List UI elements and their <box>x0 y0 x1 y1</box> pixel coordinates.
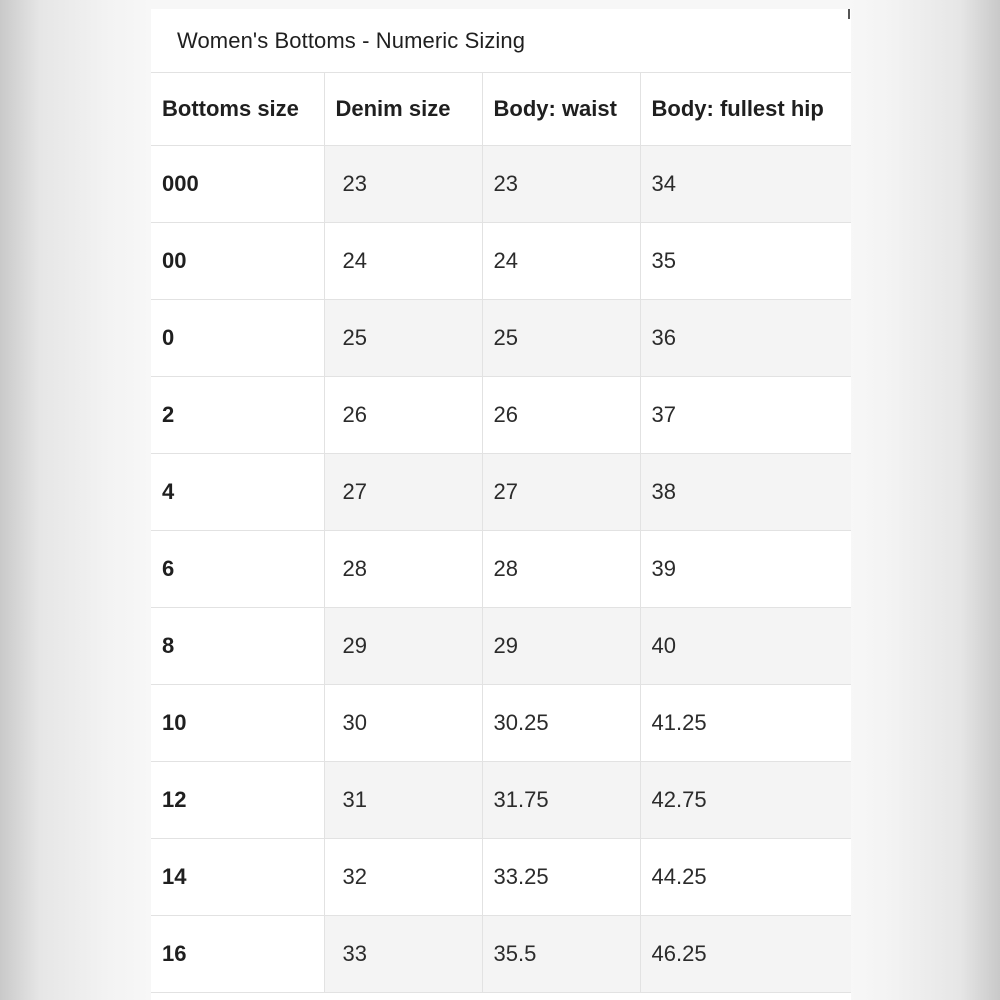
bottoms-size-cell: 10 <box>151 685 324 762</box>
size-chart-sheet <box>151 9 851 1000</box>
denim-size-cell: 27 <box>324 454 482 531</box>
table-header <box>151 73 851 146</box>
table-body <box>151 146 851 993</box>
bottoms-size-cell: 00 <box>151 223 324 300</box>
body-fullest-hip-cell: 46.25 <box>640 916 851 993</box>
table-row <box>151 608 851 685</box>
page-title: Women's Bottoms - Numeric Sizing <box>177 27 526 53</box>
table-row <box>151 762 851 839</box>
body-fullest-hip-cell: 35 <box>640 223 851 300</box>
denim-size-cell: 28 <box>324 531 482 608</box>
column-header-denim-size: Denim size <box>324 73 482 146</box>
denim-size-cell: 23 <box>324 146 482 223</box>
table-row <box>151 146 851 223</box>
denim-size-cell: 30 <box>324 685 482 762</box>
bottoms-size-cell: 6 <box>151 531 324 608</box>
body-fullest-hip-cell: 42.75 <box>640 762 851 839</box>
body-fullest-hip-cell: 37 <box>640 377 851 454</box>
body-waist-cell: 35.5 <box>482 916 640 993</box>
body-waist-cell: 25 <box>482 300 640 377</box>
denim-size-cell: 31 <box>324 762 482 839</box>
table-row <box>151 300 851 377</box>
sizing-table <box>151 73 851 993</box>
body-fullest-hip-cell: 34 <box>640 146 851 223</box>
bottoms-size-cell: 2 <box>151 377 324 454</box>
column-header-bottoms-size: Bottoms size <box>151 73 324 146</box>
bottoms-size-cell: 14 <box>151 839 324 916</box>
bottoms-size-cell: 8 <box>151 608 324 685</box>
body-waist-cell: 24 <box>482 223 640 300</box>
denim-size-cell: 29 <box>324 608 482 685</box>
bottoms-size-cell: 000 <box>151 146 324 223</box>
body-waist-cell: 29 <box>482 608 640 685</box>
body-fullest-hip-cell: 40 <box>640 608 851 685</box>
table-row <box>151 531 851 608</box>
body-waist-cell: 26 <box>482 377 640 454</box>
edge-mark <box>848 9 850 19</box>
table-row <box>151 839 851 916</box>
denim-size-cell: 25 <box>324 300 482 377</box>
table-row <box>151 916 851 993</box>
column-header-body-waist: Body: waist <box>482 73 640 146</box>
bottoms-size-cell: 16 <box>151 916 324 993</box>
bottoms-size-cell: 4 <box>151 454 324 531</box>
denim-size-cell: 24 <box>324 223 482 300</box>
body-fullest-hip-cell: 39 <box>640 531 851 608</box>
body-waist-cell: 31.75 <box>482 762 640 839</box>
bottoms-size-cell: 0 <box>151 300 324 377</box>
denim-size-cell: 32 <box>324 839 482 916</box>
table-row <box>151 223 851 300</box>
body-waist-cell: 27 <box>482 454 640 531</box>
table-row <box>151 685 851 762</box>
body-fullest-hip-cell: 36 <box>640 300 851 377</box>
denim-size-cell: 33 <box>324 916 482 993</box>
table-row <box>151 377 851 454</box>
denim-size-cell: 26 <box>324 377 482 454</box>
body-waist-cell: 23 <box>482 146 640 223</box>
body-waist-cell: 30.25 <box>482 685 640 762</box>
body-fullest-hip-cell: 44.25 <box>640 839 851 916</box>
header-row <box>151 73 851 146</box>
title-bar <box>151 9 851 73</box>
body-waist-cell: 28 <box>482 531 640 608</box>
body-waist-cell: 33.25 <box>482 839 640 916</box>
bottoms-size-cell: 12 <box>151 762 324 839</box>
table-row <box>151 454 851 531</box>
body-fullest-hip-cell: 41.25 <box>640 685 851 762</box>
column-header-body-fullest-hip: Body: fullest hip <box>640 73 851 146</box>
body-fullest-hip-cell: 38 <box>640 454 851 531</box>
